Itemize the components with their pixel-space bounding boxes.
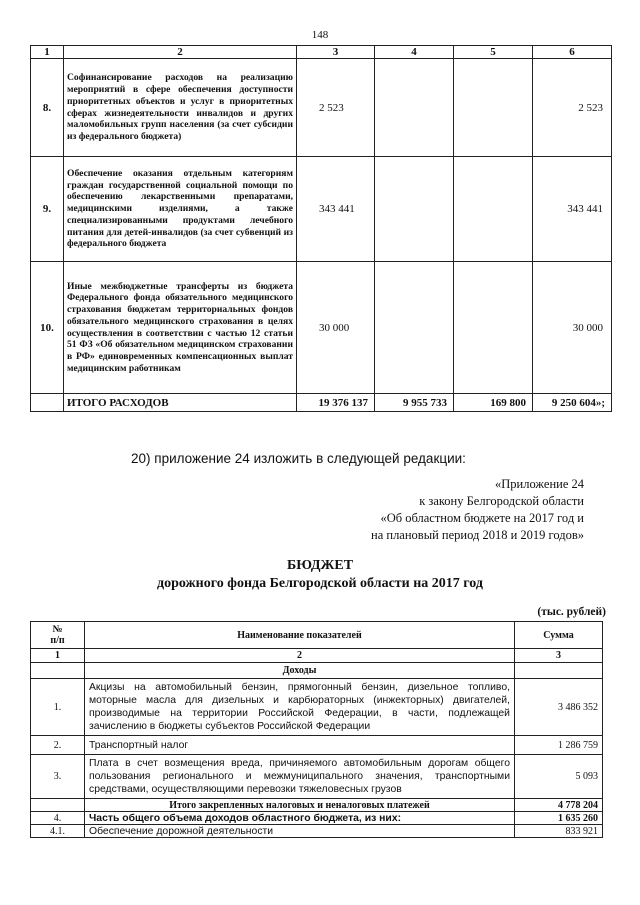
row-number: 8. <box>31 59 64 157</box>
header-cell: 1 <box>31 46 64 59</box>
row-value-col6: 30 000 <box>533 262 612 394</box>
row-name: Транспортный налог <box>85 736 515 755</box>
index-row <box>31 649 603 663</box>
table-row <box>31 755 603 799</box>
subtotal-label: Итого закрепленных налоговых и неналоговых платежей <box>85 799 515 812</box>
row-sum: 3 486 352 <box>515 679 603 736</box>
section-row <box>31 663 603 679</box>
table-header-row <box>31 46 612 59</box>
row-description: Софинансирование расходов на реализацию мероприятий в сфере обеспечения доступности приоритетных объектов и услуг в приоритетных сферах жизнедеятельности инвалидов и других маломобильных групп населения (за счет субсидии из федерального бюджета) <box>64 59 297 157</box>
total-label: ИТОГО РАСХОДОВ <box>64 394 297 412</box>
units-label: (тыс. рублей) <box>537 606 606 618</box>
row-name: Часть общего объема доходов областного бюджета, из них: <box>85 812 515 825</box>
total-col3: 19 376 137 <box>297 394 375 412</box>
row-number: 2. <box>31 736 85 755</box>
total-col6: 9 250 604»; <box>533 394 612 412</box>
annex-line: к закону Белгородской области <box>419 494 584 508</box>
index-cell: 1 <box>31 649 85 663</box>
row-value-col4 <box>375 59 454 157</box>
header-num: № п/п <box>31 622 85 649</box>
row-number: 10. <box>31 262 64 394</box>
row-number: 3. <box>31 755 85 799</box>
row-value-col4 <box>375 262 454 394</box>
table-row <box>31 59 612 157</box>
row-value-col5 <box>454 262 533 394</box>
page-number: 148 <box>311 29 329 41</box>
row-description: Иные межбюджетные трансферты из бюджета Федерального фонда обязательного медицинского страхования бюджетам территориальных фондов обязательного медицинского страхования в целях осуществления в соответствии с частью 12 статьи 51 ФЗ «Об обязательном медицинском страховании в РФ» единовременных компенсационных выплат медицинским работникам <box>64 262 297 394</box>
total-col5: 169 800 <box>454 394 533 412</box>
header-cell: 2 <box>64 46 297 59</box>
row-name: Акцизы на автомобильный бензин, прямогонный бензин, дизельное топливо, моторные масла для дизельных и карбюраторных (инжекторных) двигателей, производимые на территории Российской Федерации, в части, подлежащей зачислению в бюджеты субъектов Российской Федерации <box>85 679 515 736</box>
header-cell: 3 <box>297 46 375 59</box>
row-value-col6: 343 441 <box>533 157 612 262</box>
table-row <box>31 262 612 394</box>
table-row <box>31 736 603 755</box>
row-description: Обеспечение оказания отдельным категориям граждан государственной социальной помощи по обеспечению лекарственными препаратами, медицинскими изделиями, а также специализированными продуктами лечебного питания для детей-инвалидов (за счет субвенций из федерального бюджета <box>64 157 297 262</box>
row-name: Плата в счет возмещения вреда, причиняемого автомобильным дорогам общего пользования регионального и межмуниципального значения, транспортными средствами, осуществляющими перевозки тяжеловесных грузов <box>85 755 515 799</box>
table-row <box>31 679 603 736</box>
header-cell: 4 <box>375 46 454 59</box>
row-value-col3: 30 000 <box>297 262 375 394</box>
row-sum: 833 921 <box>515 825 603 838</box>
row-sum: 5 093 <box>515 755 603 799</box>
header-cell: 6 <box>533 46 612 59</box>
row-sum: 1 635 260 <box>515 812 603 825</box>
annex-line: «Об областном бюджете на 2017 год и <box>380 511 584 525</box>
header-name: Наименование показателей <box>85 622 515 649</box>
header-cell: 5 <box>454 46 533 59</box>
header-sum: Сумма <box>515 622 603 649</box>
subtotal-sum: 4 778 204 <box>515 799 603 812</box>
document-subtitle: дорожного фонда Белгородской области на 2017 год <box>157 576 483 591</box>
table-row <box>31 812 603 825</box>
annex-line: на плановый период 2018 и 2019 годов» <box>371 528 584 542</box>
subtotal-row <box>31 799 603 812</box>
table-row <box>31 157 612 262</box>
amendment-paragraph: 20) приложение 24 изложить в следующей редакции: <box>131 451 466 466</box>
row-number: 9. <box>31 157 64 262</box>
index-cell: 2 <box>85 649 515 663</box>
row-name: Обеспечение дорожной деятельности <box>85 825 515 838</box>
total-col4: 9 955 733 <box>375 394 454 412</box>
row-value-col3: 2 523 <box>297 59 375 157</box>
section-label: Доходы <box>85 663 515 679</box>
table-row <box>31 825 603 838</box>
row-value-col3: 343 441 <box>297 157 375 262</box>
document-title: БЮДЖЕТ <box>286 558 354 573</box>
row-value-col4 <box>375 157 454 262</box>
row-value-col5 <box>454 59 533 157</box>
row-value-col6: 2 523 <box>533 59 612 157</box>
index-cell: 3 <box>515 649 603 663</box>
table-header-row <box>31 622 603 649</box>
road-fund-table <box>30 621 603 838</box>
annex-header <box>371 476 584 544</box>
row-number: 1. <box>31 679 85 736</box>
expenses-table <box>30 45 612 412</box>
row-number: 4. <box>31 812 85 825</box>
row-sum: 1 286 759 <box>515 736 603 755</box>
annex-line: «Приложение 24 <box>495 477 584 491</box>
row-number: 4.1. <box>31 825 85 838</box>
row-value-col5 <box>454 157 533 262</box>
total-row <box>31 394 612 412</box>
